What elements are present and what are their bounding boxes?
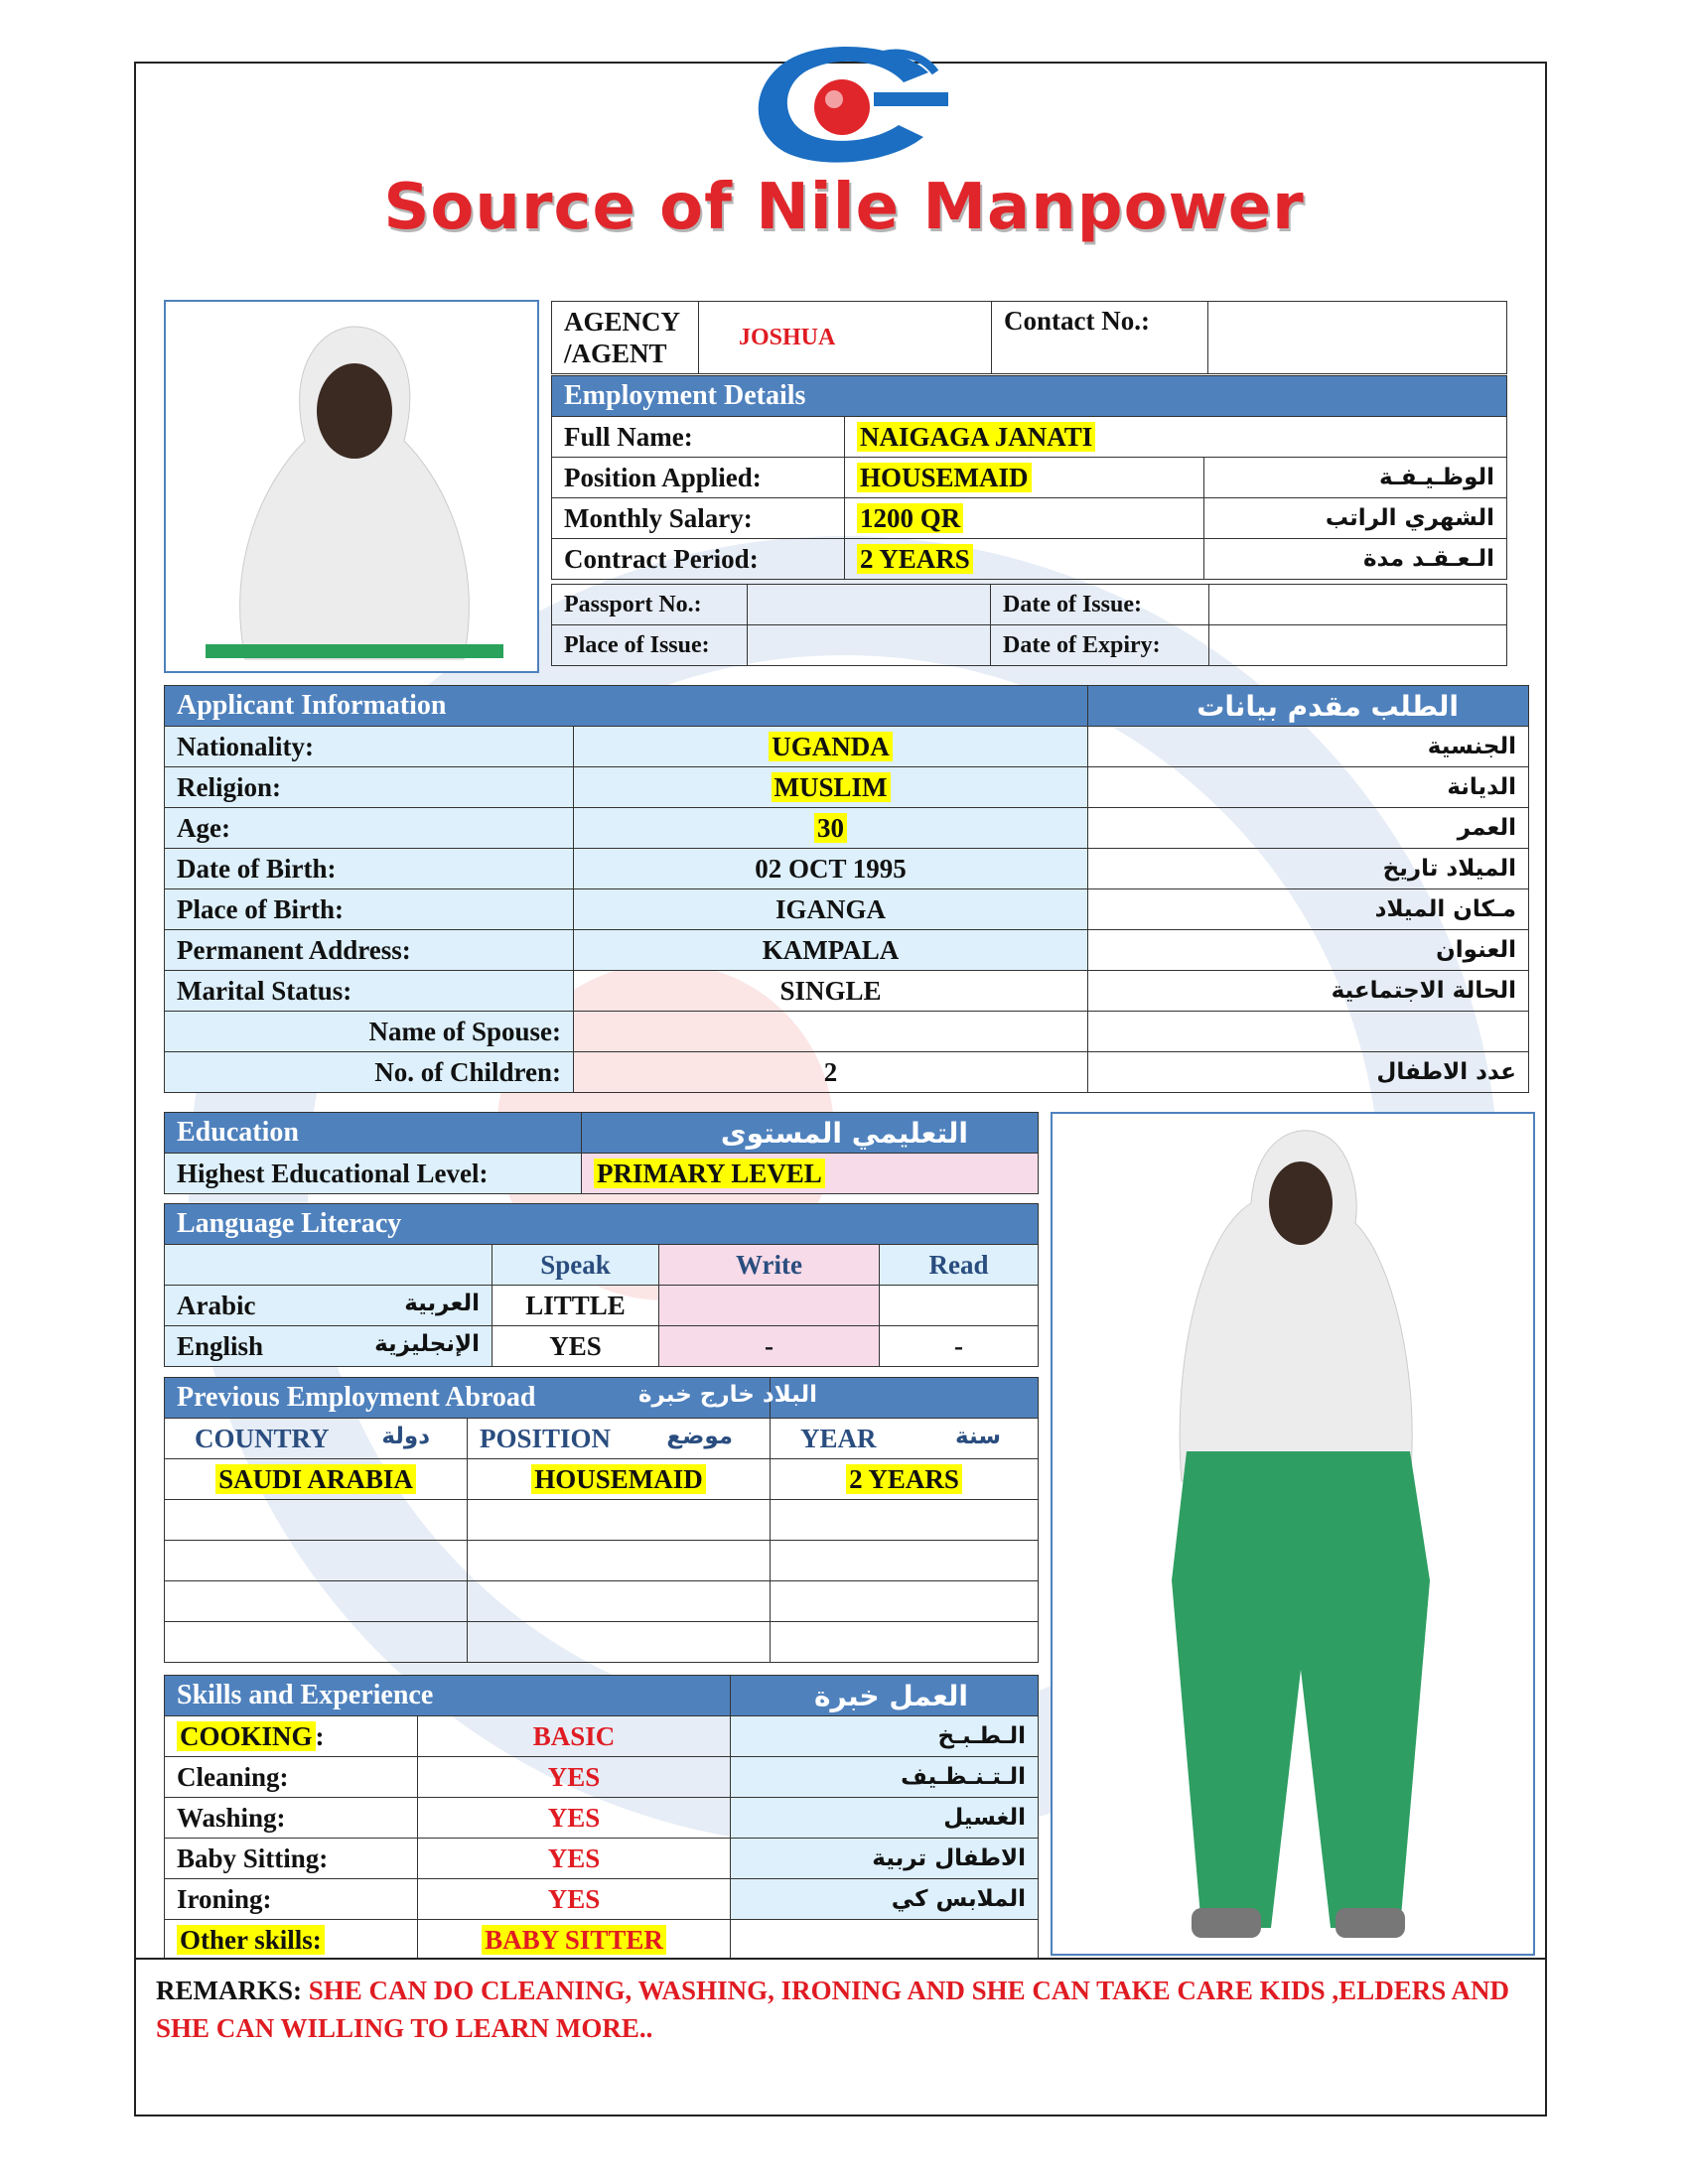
language-arabic: الإنجليزية [374,1330,480,1357]
skill-label: Washing: [165,1798,418,1839]
expiry-date-value [1209,625,1507,666]
children-label: No. of Children: [165,1052,574,1093]
place-of-issue-value [748,625,991,666]
skill-value: YES [418,1879,731,1920]
children-value: 2 [574,1052,1088,1093]
spouse-arabic [1088,1012,1529,1052]
position-label: Position Applied: [552,458,845,498]
address-value: KAMPALA [574,930,1088,971]
contract-arabic: الـعـقـد مدة [1204,539,1507,580]
full-name-value: NAIGAGA JANATI [857,422,1095,452]
passport-no-value [748,585,991,625]
skill-arabic: الغسيل [731,1798,1039,1839]
arabic-speak: LITTLE [492,1286,659,1326]
skill-value: YES [418,1839,731,1879]
arabic-read [880,1286,1039,1326]
salary-label: Monthly Salary: [552,498,845,539]
country-header: COUNTRY [195,1423,330,1453]
previous-employment-table [164,1377,1039,1663]
age-label: Age: [165,808,574,849]
agency-table [551,301,1507,374]
marital-status-value: SINGLE [574,971,1088,1012]
language-name: Arabic [177,1290,256,1320]
applicant-title: Applicant Information [165,686,1088,727]
brand-title: Source of Nile Manpower [383,171,1305,244]
remarks-label: REMARKS: [156,1976,302,2005]
pob-arabic: مـكان الميلاد [1088,889,1529,930]
pob-label: Place of Birth: [165,889,574,930]
english-read: - [880,1326,1039,1367]
contract-value: 2 YEARS [857,544,973,574]
expiry-date-label: Date of Expiry: [991,625,1209,666]
dob-label: Date of Birth: [165,849,574,889]
year-header: YEAR [800,1423,877,1453]
previous-country: SAUDI ARABIA [215,1464,416,1494]
skills-title-arabic: العمل خبرة [731,1676,1039,1716]
education-level-label: Highest Educational Level: [165,1154,582,1194]
issue-date-value [1209,585,1507,625]
address-arabic: العنوان [1088,930,1529,971]
position-header-arabic: موضع [666,1423,733,1449]
salary-value: 1200 QR [857,503,963,533]
religion-value: MUSLIM [772,772,891,802]
company-logo [725,38,953,167]
salary-arabic: الشهري الراتب [1204,498,1507,539]
education-title: Education [165,1113,582,1154]
education-level-value: PRIMARY LEVEL [594,1159,825,1188]
other-skills-value: BABY SITTER [482,1925,666,1955]
skill-label: COOKING [177,1721,316,1751]
language-arabic: العربية [404,1290,480,1316]
age-value: 30 [814,813,847,843]
passport-table [551,584,1507,666]
write-header: Write [659,1245,880,1286]
position-value: HOUSEMAID [857,463,1032,492]
contact-label: Contact No.: [992,302,1208,374]
employment-title: Employment Details [552,376,1507,417]
skill-value: YES [418,1757,731,1798]
contact-value [1208,302,1507,374]
language-title: Language Literacy [165,1204,1039,1245]
other-skills-label: Other skills: [177,1925,325,1955]
language-table [164,1203,1039,1367]
nationality-label: Nationality: [165,727,574,767]
year-header-arabic: سنة [955,1423,1001,1449]
english-speak: YES [492,1326,659,1367]
applicant-table [164,685,1529,1093]
skill-arabic: الملابس كي [731,1879,1039,1920]
arabic-write [659,1286,880,1326]
agency-value: JOSHUA [699,302,992,374]
position-arabic: الوظـيـفـة [1204,458,1507,498]
position-header: POSITION [480,1423,612,1453]
issue-date-label: Date of Issue: [991,585,1209,625]
marital-status-label: Marital Status: [165,971,574,1012]
skill-arabic: الـطـبـخ [731,1716,1039,1757]
language-name: English [177,1330,264,1361]
previous-position: HOUSEMAID [531,1464,706,1494]
speak-header: Speak [492,1245,659,1286]
children-arabic: عدد الاطفال [1088,1052,1529,1093]
dob-arabic: الميلاد تاريخ [1088,849,1529,889]
remarks-text: SHE CAN DO CLEANING, WASHING, IRONING AND SHE CAN TAKE CARE KIDS ,ELDERS AND SHE CAN WILLING TO LEARN MORE.. [156,1976,1509,2043]
passport-no-label: Passport No.: [552,585,748,625]
country-header-arabic: دولة [381,1423,430,1449]
remarks-box [134,1958,1547,2116]
education-table [164,1112,1039,1194]
marital-status-arabic: الحالة الاجتماعية [1088,971,1529,1012]
agency-label: AGENCY /AGENT [552,302,699,374]
read-header: Read [880,1245,1039,1286]
previous-year: 2 YEARS [846,1464,962,1494]
skill-value: BASIC [418,1716,731,1757]
skill-label: Ironing: [165,1879,418,1920]
spouse-value [574,1012,1088,1052]
nationality-value: UGANDA [769,732,893,761]
english-write: - [659,1326,880,1367]
applicant-portrait-photo [164,300,539,673]
religion-label: Religion: [165,767,574,808]
place-of-issue-label: Place of Issue: [552,625,748,666]
previous-title-arabic: البلاد خارج خبرة [637,1382,817,1408]
skill-value: YES [418,1798,731,1839]
skill-label: Baby Sitting: [165,1839,418,1879]
full-name-label: Full Name: [552,417,845,458]
previous-title: Previous Employment Abroad [177,1382,536,1413]
applicant-fullbody-photo [1051,1112,1535,1956]
applicant-title-arabic: الطلب مقدم بيانات [1088,686,1529,727]
dob-value: 02 OCT 1995 [574,849,1088,889]
nationality-arabic: الجنسية [1088,727,1529,767]
age-arabic: العمر [1088,808,1529,849]
skill-arabic: الـتـنـظـيف [731,1757,1039,1798]
pob-value: IGANGA [574,889,1088,930]
employment-table [551,375,1507,580]
address-label: Permanent Address: [165,930,574,971]
skill-arabic: الاطفال تربية [731,1839,1039,1879]
skills-title: Skills and Experience [165,1676,731,1716]
skill-label: Cleaning: [165,1757,418,1798]
education-title-arabic: التعليمي المستوى [582,1113,1039,1154]
spouse-label: Name of Spouse: [165,1012,574,1052]
contract-label: Contract Period: [552,539,845,580]
skills-table: Skills and Experience العمل خبرة COOKING : BASIC الـطـبـخ Cleaning: YES الـتـنـظـيف Washing: YES الغسيل Baby Sitting: YES الاطفال تربية Ironing: YES الملابس كي Other skills: BABY SITTER [164,1675,1039,1961]
religion-arabic: الديانة [1088,767,1529,808]
